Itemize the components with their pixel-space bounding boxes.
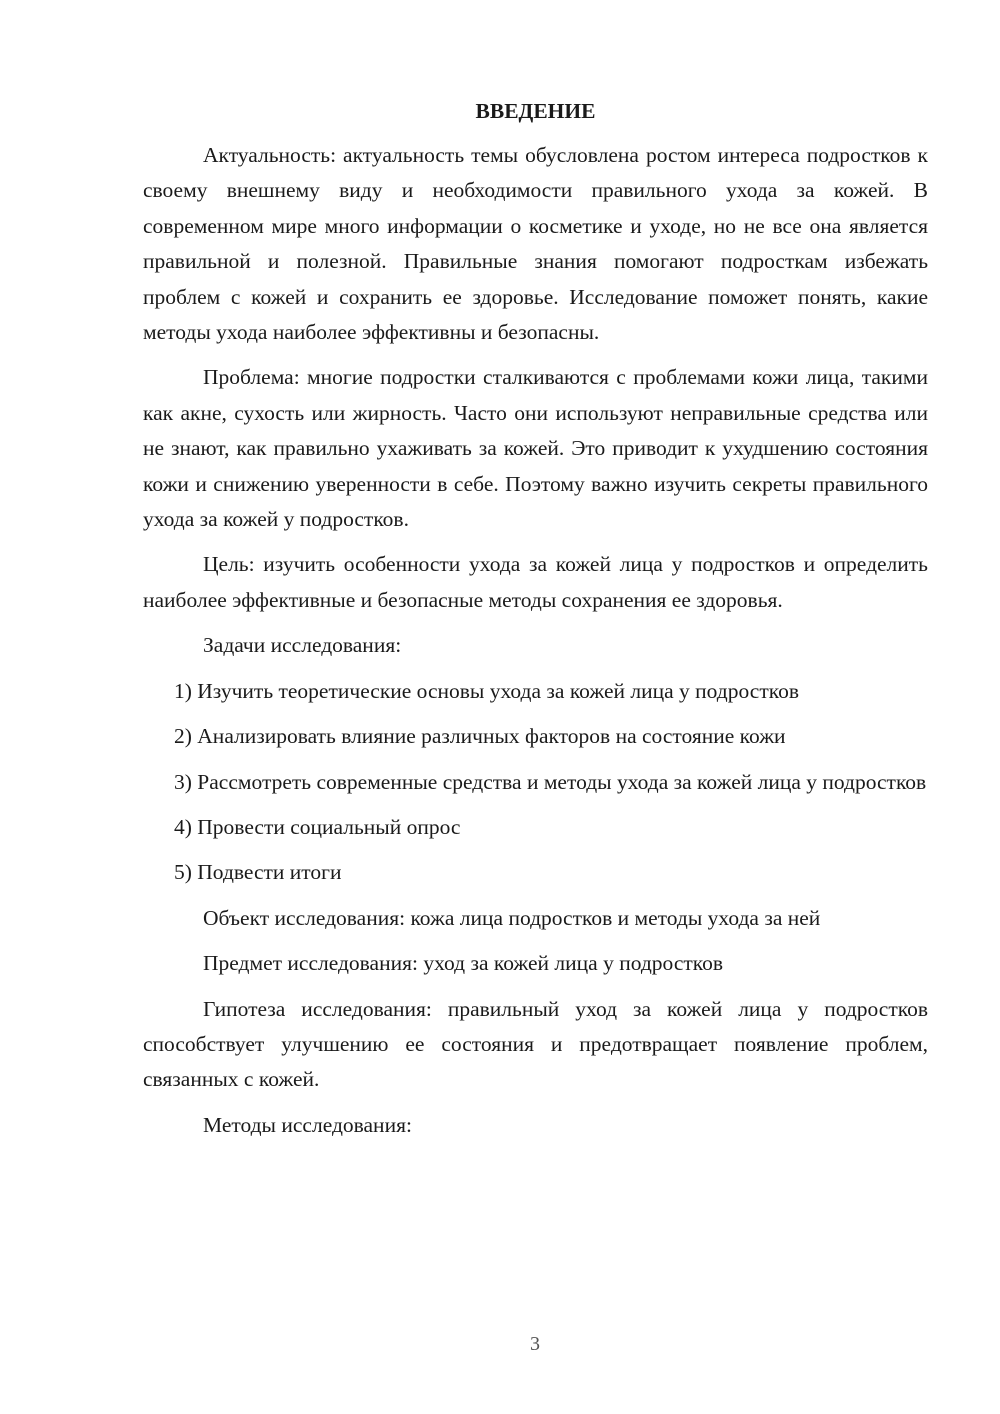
task-item: 2) Анализировать влияние различных факторов на состояние кожи	[174, 724, 786, 749]
paragraph-subject: Предмет исследования: уход за кожей лица у подростков	[203, 951, 724, 976]
paragraph-hypothesis: Гипотеза исследования: правильный уход за кожей лица у подростков способствует улучшению ее состояния и предотвращает появление проблем, связанных с кожей.	[143, 996, 928, 1092]
paragraph-goal: Цель: изучить особенности ухода за кожей лица у подростков и определить наиболее эффективные и безопасные методы сохранения ее здоровья.	[143, 552, 928, 612]
task-item: 5) Подвести итоги	[174, 860, 342, 885]
page-content	[143, 94, 928, 1153]
task-item: 3) Рассмотреть современные средства и методы ухода за кожей лица у подростков	[174, 769, 927, 794]
task-item: 1) Изучить теоретические основы ухода за кожей лица у подростков	[174, 678, 799, 703]
page-number: 3	[530, 1333, 540, 1355]
task-item: 4) Провести социальный опрос	[174, 814, 461, 839]
paragraph-problem: Проблема: многие подростки сталкиваются с проблемами кожи лица, такими как акне, сухость или жирность. Часто они используют неправильные средства или не знают, как правильно ухаживать за кожей. Это приводит к ухудшению состояния кожи и снижению уверенности в себе. Поэтому важно изучить секреты правильного ухода за кожей у подростков.	[143, 365, 928, 532]
methods-title: Методы исследования:	[203, 1112, 412, 1137]
tasks-title: Задачи исследования:	[203, 633, 402, 658]
paragraph-object: Объект исследования: кожа лица подростков и методы ухода за ней	[203, 905, 821, 930]
section-heading: ВВЕДЕНИЕ	[475, 99, 596, 123]
paragraph-relevance: Актуальность: актуальность темы обусловлена ростом интереса подростков к своему внешнему виду и необходимости правильного ухода за кожей. В современном мире много информации о косметике и уходе, но не все она является правильной и полезной. Правильные знания помогают подросткам избежать проблем с кожей и сохранить ее здоровье. Исследование поможет понять, какие методы ухода наиболее эффективны и безопасны.	[143, 143, 928, 345]
